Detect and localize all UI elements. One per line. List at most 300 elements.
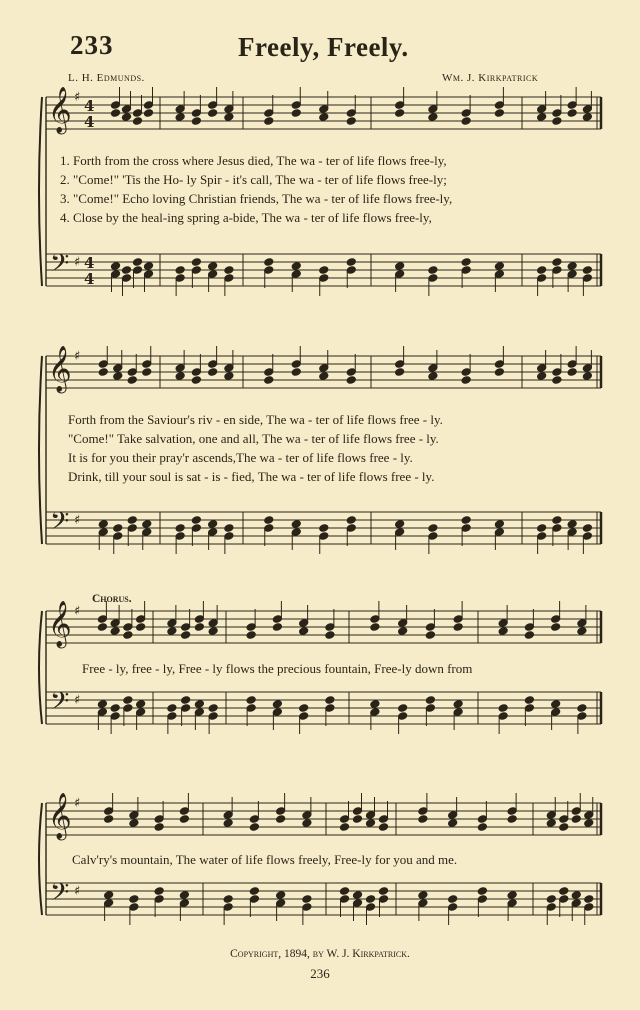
notehead <box>498 704 508 713</box>
time-signature-bottom: 4 <box>84 270 95 288</box>
bass-clef-icon: 𝄢 <box>50 878 70 913</box>
notehead <box>144 262 154 271</box>
bass-clef-icon: 𝄢 <box>50 507 70 542</box>
copyright-notice: Copyright, 1894, by W. J. Kirkpatrick. <box>230 948 410 960</box>
notehead <box>395 528 405 537</box>
notehead <box>302 819 312 828</box>
notehead <box>249 823 259 832</box>
notehead <box>319 532 329 541</box>
notehead <box>291 262 301 271</box>
notehead <box>208 360 218 369</box>
chorus-lyric-line-1: Free - ly, free - ly, Free - ly flows the precious fountain, Free-ly down from <box>82 661 473 676</box>
notehead <box>223 819 233 828</box>
notehead <box>208 109 218 118</box>
notehead <box>208 528 218 537</box>
notehead <box>494 360 504 369</box>
notehead <box>425 631 435 640</box>
notehead <box>537 532 547 541</box>
notehead <box>567 262 577 271</box>
notehead <box>122 274 132 283</box>
notehead <box>175 113 185 122</box>
notehead <box>448 895 458 904</box>
notehead <box>546 819 556 828</box>
system-brace <box>39 97 42 286</box>
notehead <box>494 101 504 110</box>
notehead <box>461 258 471 267</box>
notehead <box>584 903 594 912</box>
notehead <box>136 700 146 709</box>
notehead <box>191 266 201 275</box>
notehead <box>398 619 408 628</box>
notehead <box>477 815 487 824</box>
notehead <box>123 631 133 640</box>
notehead <box>133 109 143 118</box>
notehead <box>546 903 556 912</box>
notehead <box>571 899 581 908</box>
notehead <box>398 704 408 713</box>
notehead <box>366 819 376 828</box>
notehead <box>428 524 438 533</box>
notehead <box>111 101 121 110</box>
notehead <box>224 364 234 373</box>
notehead <box>167 619 177 628</box>
notehead <box>524 631 534 640</box>
notehead <box>175 105 185 114</box>
notehead <box>319 372 329 381</box>
sharp-icon: ♯ <box>74 513 81 528</box>
verse2-line-2: "Come!" Take salvation, one and all, The wa - ter of life flows free - ly. <box>68 431 439 446</box>
notehead <box>582 524 592 533</box>
notehead <box>167 627 177 636</box>
notehead <box>299 627 309 636</box>
notehead <box>461 117 471 126</box>
notehead <box>346 516 356 525</box>
notehead <box>194 615 204 624</box>
notehead <box>571 807 581 816</box>
notehead <box>208 712 218 721</box>
notehead <box>537 372 547 381</box>
bass-clef-icon: 𝄢 <box>50 249 70 284</box>
notehead <box>104 815 114 824</box>
notehead <box>122 266 132 275</box>
notehead <box>346 368 356 377</box>
notehead <box>272 615 282 624</box>
notehead <box>129 811 139 820</box>
notehead <box>299 704 309 713</box>
notehead <box>249 895 259 904</box>
notehead <box>428 113 438 122</box>
notehead <box>104 807 114 816</box>
notehead <box>111 262 121 271</box>
notehead <box>494 270 504 279</box>
notehead <box>224 113 234 122</box>
notehead <box>461 376 471 385</box>
notehead <box>104 891 114 900</box>
notehead <box>353 807 363 816</box>
notehead <box>498 619 508 628</box>
notehead <box>97 700 107 709</box>
notehead <box>133 117 143 126</box>
notehead <box>398 712 408 721</box>
notehead <box>154 823 164 832</box>
notehead <box>571 891 581 900</box>
notehead <box>425 704 435 713</box>
notehead <box>546 895 556 904</box>
notehead <box>264 376 274 385</box>
notehead <box>370 615 380 624</box>
notehead <box>370 708 380 717</box>
notehead <box>181 631 191 640</box>
notehead <box>395 270 405 279</box>
notehead <box>366 903 376 912</box>
notehead <box>552 516 562 525</box>
notehead <box>224 105 234 114</box>
notehead <box>395 360 405 369</box>
notehead <box>507 899 517 908</box>
notehead <box>299 712 309 721</box>
notehead <box>111 270 121 279</box>
notehead <box>175 364 185 373</box>
system-brace <box>39 803 42 915</box>
notehead <box>276 815 286 824</box>
notehead <box>551 700 561 709</box>
verse-line-1: 1. Forth from the cross where Jesus died, The wa - ter of life flows free-ly, <box>60 153 447 168</box>
notehead <box>208 270 218 279</box>
notehead <box>395 368 405 377</box>
notehead <box>167 712 177 721</box>
notehead <box>567 368 577 377</box>
notehead <box>319 274 329 283</box>
notehead <box>453 700 463 709</box>
verse-line-2: 2. "Come!" 'Tis the Ho- ly Spir - it's call, The wa - ter of life flows free-ly; <box>60 172 447 187</box>
notehead <box>110 704 120 713</box>
notehead <box>537 105 547 114</box>
notehead <box>507 807 517 816</box>
system-brace <box>39 356 42 544</box>
notehead <box>264 524 274 533</box>
sharp-icon: ♯ <box>74 349 81 364</box>
notehead <box>111 109 121 118</box>
notehead <box>498 627 508 636</box>
sharp-icon: ♯ <box>74 255 81 270</box>
notehead <box>191 368 201 377</box>
notehead <box>582 532 592 541</box>
notehead <box>395 101 405 110</box>
notehead <box>264 516 274 525</box>
notehead <box>552 117 562 126</box>
notehead <box>113 532 123 541</box>
notehead <box>142 360 152 369</box>
notehead <box>142 368 152 377</box>
notehead <box>319 524 329 533</box>
notehead <box>113 372 123 381</box>
sharp-icon: ♯ <box>74 796 81 811</box>
notehead <box>291 368 301 377</box>
verse2-line-3: It is for you their pray'r ascends,The wa - ter of life flows free - ly. <box>68 450 413 465</box>
notehead <box>154 815 164 824</box>
notehead <box>584 819 594 828</box>
notehead <box>577 627 587 636</box>
notehead <box>97 615 107 624</box>
notehead <box>507 891 517 900</box>
notehead <box>448 819 458 828</box>
notehead <box>246 631 256 640</box>
notehead <box>113 364 123 373</box>
notehead <box>194 623 204 632</box>
notehead <box>249 815 259 824</box>
notehead <box>136 615 146 624</box>
notehead <box>133 266 143 275</box>
notehead <box>194 708 204 717</box>
notehead <box>129 895 139 904</box>
notehead <box>191 376 201 385</box>
notehead <box>571 815 581 824</box>
notehead <box>97 623 107 632</box>
notehead <box>546 811 556 820</box>
notehead <box>582 274 592 283</box>
notehead <box>567 109 577 118</box>
notehead <box>127 376 137 385</box>
notehead <box>552 524 562 533</box>
notehead <box>276 807 286 816</box>
notehead <box>346 258 356 267</box>
author-credit: L. H. Edmunds. <box>68 72 145 84</box>
notehead <box>537 364 547 373</box>
notehead <box>353 899 363 908</box>
notehead <box>208 704 218 713</box>
notehead <box>346 117 356 126</box>
notehead <box>567 520 577 529</box>
notehead <box>179 807 189 816</box>
notehead <box>246 704 256 713</box>
notehead <box>537 274 547 283</box>
notehead <box>291 109 301 118</box>
notehead <box>224 266 234 275</box>
notehead <box>552 258 562 267</box>
notehead <box>319 266 329 275</box>
notehead <box>181 704 191 713</box>
notehead <box>582 105 592 114</box>
system-brace <box>39 611 42 724</box>
notehead <box>223 811 233 820</box>
notehead <box>127 524 137 533</box>
notehead <box>577 704 587 713</box>
notehead <box>346 376 356 385</box>
notehead <box>346 524 356 533</box>
notehead <box>453 615 463 624</box>
notehead <box>559 815 569 824</box>
notehead <box>498 712 508 721</box>
notehead <box>98 528 108 537</box>
notehead <box>264 368 274 377</box>
notehead <box>353 815 363 824</box>
notehead <box>208 101 218 110</box>
notehead <box>175 532 185 541</box>
notehead <box>582 113 592 122</box>
notehead <box>366 811 376 820</box>
notehead <box>264 117 274 126</box>
notehead <box>142 528 152 537</box>
notehead <box>325 623 335 632</box>
notehead <box>98 360 108 369</box>
notehead <box>379 823 389 832</box>
notehead <box>398 627 408 636</box>
notehead <box>264 109 274 118</box>
notehead <box>144 270 154 279</box>
notehead <box>191 117 201 126</box>
notehead <box>584 811 594 820</box>
notehead <box>582 266 592 275</box>
notehead <box>291 270 301 279</box>
notehead <box>567 101 577 110</box>
notehead <box>97 708 107 717</box>
notehead <box>302 895 312 904</box>
notehead <box>272 700 282 709</box>
notehead <box>418 899 428 908</box>
notehead <box>453 708 463 717</box>
notehead <box>208 262 218 271</box>
chorus-lyric-line-2: Calv'ry's mountain, The water of life flows freely, Free-ly for you and me. <box>72 852 458 867</box>
notehead <box>537 266 547 275</box>
notehead <box>346 109 356 118</box>
notehead <box>379 815 389 824</box>
time-signature-top: 4 <box>84 254 95 272</box>
notehead <box>98 520 108 529</box>
notehead <box>181 696 191 705</box>
verse-line-3: 3. "Come!" Echo loving Christian friends, The wa - ter of life flows free-ly, <box>60 191 453 206</box>
hymn-title: Freely, Freely. <box>238 32 409 62</box>
notehead <box>370 623 380 632</box>
notehead <box>559 823 569 832</box>
notehead <box>340 815 350 824</box>
notehead <box>577 619 587 628</box>
notehead <box>494 528 504 537</box>
notehead <box>110 712 120 721</box>
chorus-label: Chorus. <box>92 593 132 605</box>
hymn-number: 233 <box>70 30 114 60</box>
notehead <box>366 895 376 904</box>
notehead <box>191 258 201 267</box>
notehead <box>175 524 185 533</box>
notehead <box>319 364 329 373</box>
notehead <box>524 704 534 713</box>
notehead <box>175 372 185 381</box>
notehead <box>122 105 132 114</box>
sharp-icon: ♯ <box>74 693 81 708</box>
notehead <box>129 819 139 828</box>
notehead <box>110 619 120 628</box>
notehead <box>346 266 356 275</box>
notehead <box>461 266 471 275</box>
notehead <box>340 887 350 896</box>
notehead <box>272 623 282 632</box>
notehead <box>142 520 152 529</box>
notehead <box>559 895 569 904</box>
notehead <box>448 811 458 820</box>
notehead <box>302 903 312 912</box>
notehead <box>264 258 274 267</box>
notehead <box>181 623 191 632</box>
notehead <box>179 899 189 908</box>
notehead <box>494 368 504 377</box>
notehead <box>559 887 569 896</box>
notehead <box>154 887 164 896</box>
notehead <box>129 903 139 912</box>
time-signature-bottom: 4 <box>84 113 95 131</box>
notehead <box>552 368 562 377</box>
notehead <box>246 696 256 705</box>
verse-line-4: 4. Close by the heal-ing spring a-bide, The wa - ter of life flows free-ly, <box>60 210 432 225</box>
notehead <box>179 891 189 900</box>
notehead <box>123 696 133 705</box>
sharp-icon: ♯ <box>74 604 81 619</box>
notehead <box>477 887 487 896</box>
treble-clef-icon: 𝄞 <box>48 87 72 133</box>
notehead <box>353 891 363 900</box>
notehead <box>567 360 577 369</box>
notehead <box>175 266 185 275</box>
notehead <box>428 105 438 114</box>
notehead <box>179 815 189 824</box>
notehead <box>249 887 259 896</box>
notehead <box>453 623 463 632</box>
treble-clef-icon: 𝄞 <box>48 601 72 647</box>
notehead <box>428 364 438 373</box>
sharp-icon: ♯ <box>74 884 81 899</box>
notehead <box>552 109 562 118</box>
notehead <box>418 891 428 900</box>
notehead <box>428 266 438 275</box>
notehead <box>477 823 487 832</box>
notehead <box>276 891 286 900</box>
notehead <box>507 815 517 824</box>
notehead <box>584 895 594 904</box>
notehead <box>136 623 146 632</box>
notehead <box>133 258 143 267</box>
notehead <box>122 113 132 122</box>
notehead <box>291 528 301 537</box>
notehead <box>299 619 309 628</box>
notehead <box>418 815 428 824</box>
notehead <box>223 903 233 912</box>
notehead <box>291 101 301 110</box>
notehead <box>223 895 233 904</box>
notehead <box>98 368 108 377</box>
notehead <box>191 109 201 118</box>
composer-credit: Wm. J. Kirkpatrick <box>442 72 539 84</box>
notehead <box>208 627 218 636</box>
notehead <box>552 266 562 275</box>
notehead <box>123 704 133 713</box>
notehead <box>319 105 329 114</box>
notehead <box>425 623 435 632</box>
notehead <box>104 899 114 908</box>
notehead <box>325 631 335 640</box>
notehead <box>537 524 547 533</box>
notehead <box>154 895 164 904</box>
notehead <box>175 274 185 283</box>
notehead <box>340 895 350 904</box>
notehead <box>379 887 389 896</box>
notehead <box>448 903 458 912</box>
notehead <box>136 708 146 717</box>
verse2-line-4: Drink, till your soul is sat - is - fied, The wa - ter of life flows free - ly. <box>68 469 435 484</box>
sharp-icon: ♯ <box>74 90 81 105</box>
notehead <box>461 524 471 533</box>
notehead <box>167 704 177 713</box>
notehead <box>567 528 577 537</box>
verse2-line-1: Forth from the Saviour's riv - en side, The wa - ter of life flows free - ly. <box>68 412 443 427</box>
